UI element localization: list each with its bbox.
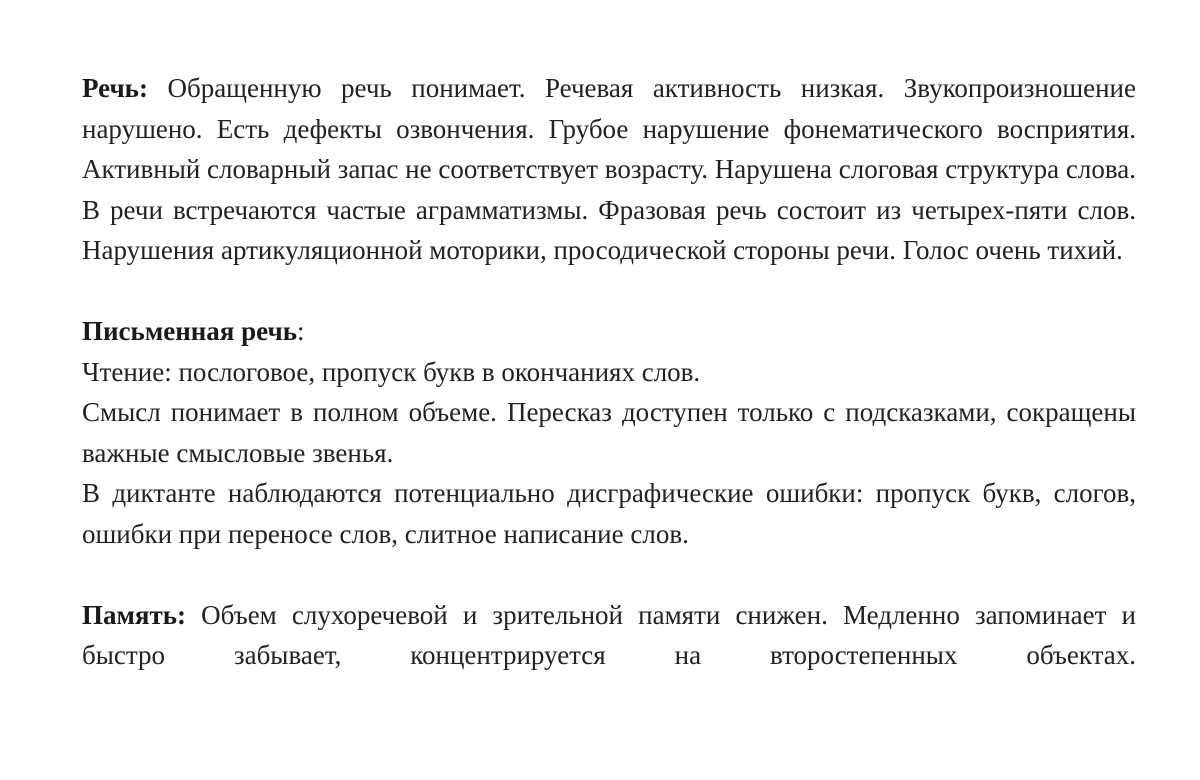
document-page	[82, 68, 1136, 676]
speech-label: Речь:	[82, 73, 148, 103]
reading-paragraph: Чтение: послоговое, пропуск букв в окончаниях слов.	[82, 356, 701, 387]
paragraph-gap	[82, 554, 1136, 595]
speech-text: Обращенную речь понимает. Речевая активность низкая. Звукопроизношение нарушено. Есть дефекты озвончения. Грубое нарушение фонематического восприятия. Активный словарный запас не соответствует возрасту. Нарушена слоговая структура слова. В речи встречаются частые аграмматизмы. Фразовая речь состоит из четырех-пяти слов. Нарушения артикуляционной моторики, просодической стороны речи. Голос очень тихий.	[82, 73, 1136, 265]
memory-label: Память:	[82, 599, 187, 630]
written-speech-colon: :	[297, 316, 305, 346]
speech-paragraph	[82, 68, 1136, 271]
comprehension-paragraph: Смысл понимает в полном объеме. Пересказ доступен только с подсказками, сокращены важные смысловые звенья.	[82, 397, 1136, 468]
memory-text: Объем слухоречевой и зрительной памяти снижен. Медленно запоминает и быстро забывает, концентрируется на второстепенных объектах.	[82, 599, 1136, 670]
paragraph-gap	[82, 271, 1136, 312]
written-speech-label: Письменная речь	[82, 316, 297, 346]
memory-paragraph	[82, 595, 1136, 676]
dictation-paragraph: В диктанте наблюдаются потенциально дисграфические ошибки: пропуск букв, слогов, ошибки при переносе слов, слитное написание слов.	[82, 478, 1136, 549]
written-speech-heading-line	[82, 311, 1136, 352]
